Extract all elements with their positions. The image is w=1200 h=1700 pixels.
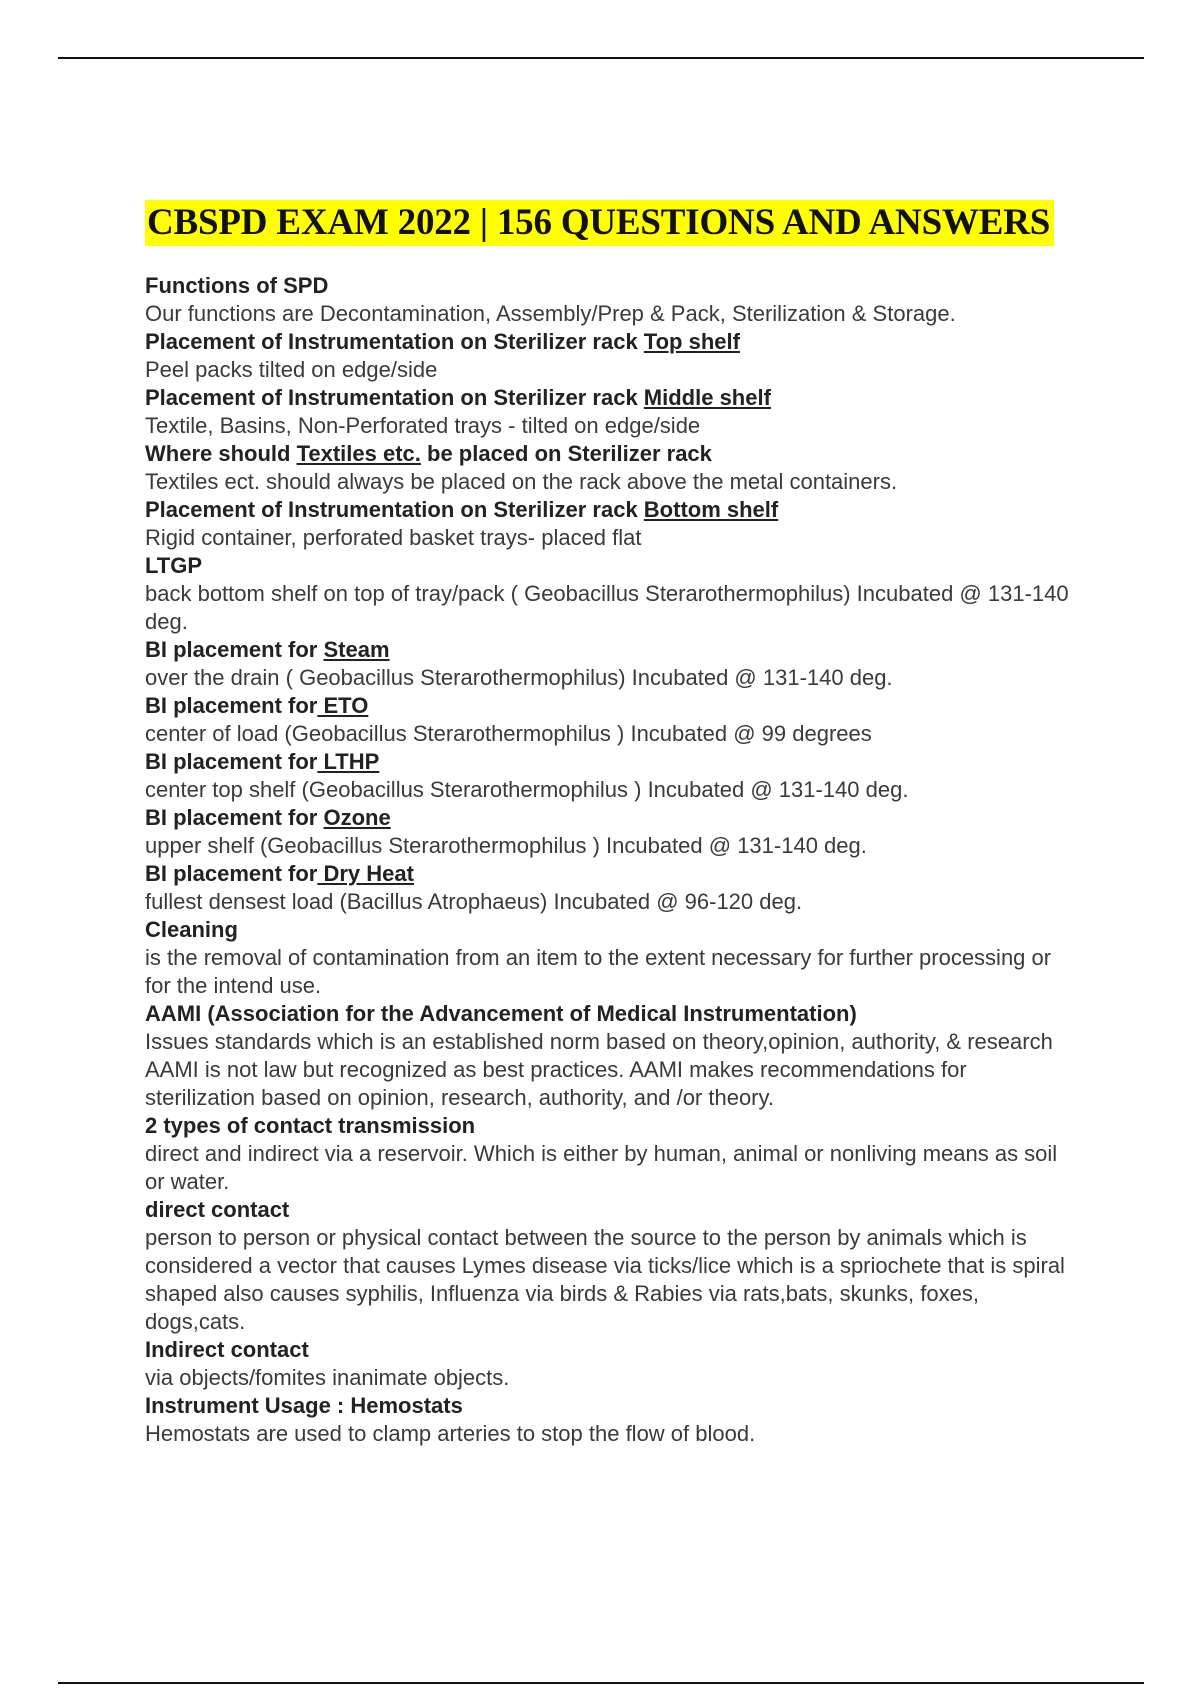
qa-entry — [145, 272, 1080, 328]
answer: Issues standards which is an established norm based on theory,opinion, authority, & research AAMI is not law but recognized as best practices. AAMI makes recommendations for sterilization based on opinion, research, authority, and /or theory. — [145, 1029, 1053, 1110]
question — [145, 860, 1080, 888]
qa-entry — [145, 1392, 1080, 1448]
answer: center of load (Geobacillus Sterarothermophilus ) Incubated @ 99 degrees — [145, 721, 872, 746]
qa-entry — [145, 440, 1080, 496]
answer: person to person or physical contact between the source to the person by animals which is considered a vector that causes Lymes disease via ticks/lice which is a spriochete that is spiral shaped also causes syphilis, Influenza via birds & Rabies via rats,bats, skunks, foxes, dogs,cats. — [145, 1225, 1065, 1334]
footer-rule — [58, 1682, 1144, 1684]
question-underlined-term: Middle shelf — [643, 385, 771, 410]
question-text: BI placement for — [145, 637, 324, 662]
answer: Textile, Basins, Non-Perforated trays - tilted on edge/side — [145, 413, 701, 438]
qa-entry — [145, 692, 1080, 748]
question-underlined-term: Ozone — [323, 805, 391, 830]
question-text: Cleaning — [145, 917, 238, 942]
qa-entry — [145, 328, 1080, 384]
qa-entry — [145, 1196, 1080, 1336]
question — [145, 552, 1080, 580]
question-text: BI placement for — [145, 749, 318, 774]
question-text: Indirect contact — [145, 1337, 309, 1362]
qa-list — [145, 272, 1080, 1448]
question — [145, 496, 1080, 524]
answer: upper shelf (Geobacillus Sterarothermophilus ) Incubated @ 131-140 deg. — [145, 833, 867, 858]
qa-entry — [145, 916, 1080, 1000]
question-text: Where should — [145, 441, 297, 466]
question-underlined-term: Dry Heat — [317, 861, 414, 886]
question — [145, 272, 1080, 300]
answer: Rigid container, perforated basket trays- placed flat — [145, 525, 642, 550]
question — [145, 1000, 1080, 1028]
question — [145, 916, 1080, 944]
question-text: BI placement for — [145, 805, 324, 830]
document-title: CBSPD EXAM 2022 | 156 QUESTIONS AND ANSWERS — [145, 200, 1054, 246]
question — [145, 328, 1080, 356]
answer: center top shelf (Geobacillus Sterarothermophilus ) Incubated @ 131-140 deg. — [145, 777, 909, 802]
answer: Hemostats are used to clamp arteries to stop the flow of blood. — [145, 1421, 756, 1446]
answer: back bottom shelf on top of tray/pack ( Geobacillus Sterarothermophilus) Incubated @ 131-140 deg. — [145, 581, 1069, 634]
question-text: BI placement for — [145, 861, 318, 886]
question-text: direct contact — [145, 1197, 290, 1222]
question — [145, 636, 1080, 664]
qa-entry — [145, 636, 1080, 692]
question — [145, 440, 1080, 468]
question-underlined-term: Bottom shelf — [643, 497, 779, 522]
answer: direct and indirect via a reservoir. Which is either by human, animal or nonliving means as soil or water. — [145, 1141, 1058, 1194]
answer: via objects/fomites inanimate objects. — [145, 1365, 510, 1390]
answer: Our functions are Decontamination, Assembly/Prep & Pack, Sterilization & Storage. — [145, 301, 956, 326]
answer: is the removal of contamination from an item to the extent necessary for further processing or for the intend use. — [145, 945, 1052, 998]
question-text: AAMI (Association for the Advancement of Medical Instrumentation) — [145, 1001, 857, 1026]
header-rule — [58, 57, 1144, 59]
question — [145, 1336, 1080, 1364]
question-text: Placement of Instrumentation on Sterilizer rack — [145, 497, 644, 522]
question-text: BI placement for — [145, 693, 318, 718]
question-text-suffix: be placed on Sterilizer rack — [420, 441, 712, 466]
question-underlined-term: ETO — [317, 693, 369, 718]
question-underlined-term: Top shelf — [643, 329, 740, 354]
question-underlined-term: Steam — [323, 637, 390, 662]
question-text: Placement of Instrumentation on Sterilizer rack — [145, 385, 644, 410]
question-underlined-term: Textiles etc. — [296, 441, 421, 466]
qa-entry — [145, 748, 1080, 804]
question-text: LTGP — [145, 553, 203, 578]
qa-entry — [145, 384, 1080, 440]
question — [145, 1112, 1080, 1140]
question — [145, 1196, 1080, 1224]
qa-entry — [145, 804, 1080, 860]
question — [145, 1392, 1080, 1420]
answer: Peel packs tilted on edge/side — [145, 357, 438, 382]
question-underlined-term: LTHP — [317, 749, 380, 774]
question-text: Instrument Usage : Hemostats — [145, 1393, 463, 1418]
question-text: Placement of Instrumentation on Sterilizer rack — [145, 329, 644, 354]
answer: fullest densest load (Bacillus Atrophaeus) Incubated @ 96-120 deg. — [145, 889, 803, 914]
question-text: 2 types of contact transmission — [145, 1113, 476, 1138]
question — [145, 384, 1080, 412]
qa-entry — [145, 1000, 1080, 1112]
qa-entry — [145, 1112, 1080, 1196]
question — [145, 748, 1080, 776]
question — [145, 692, 1080, 720]
question — [145, 804, 1080, 832]
question-text: Functions of SPD — [145, 273, 329, 298]
qa-entry — [145, 552, 1080, 636]
qa-entry — [145, 496, 1080, 552]
answer: Textiles ect. should always be placed on the rack above the metal containers. — [145, 469, 898, 494]
answer: over the drain ( Geobacillus Sterarothermophilus) Incubated @ 131-140 deg. — [145, 665, 893, 690]
qa-entry — [145, 860, 1080, 916]
qa-entry — [145, 1336, 1080, 1392]
